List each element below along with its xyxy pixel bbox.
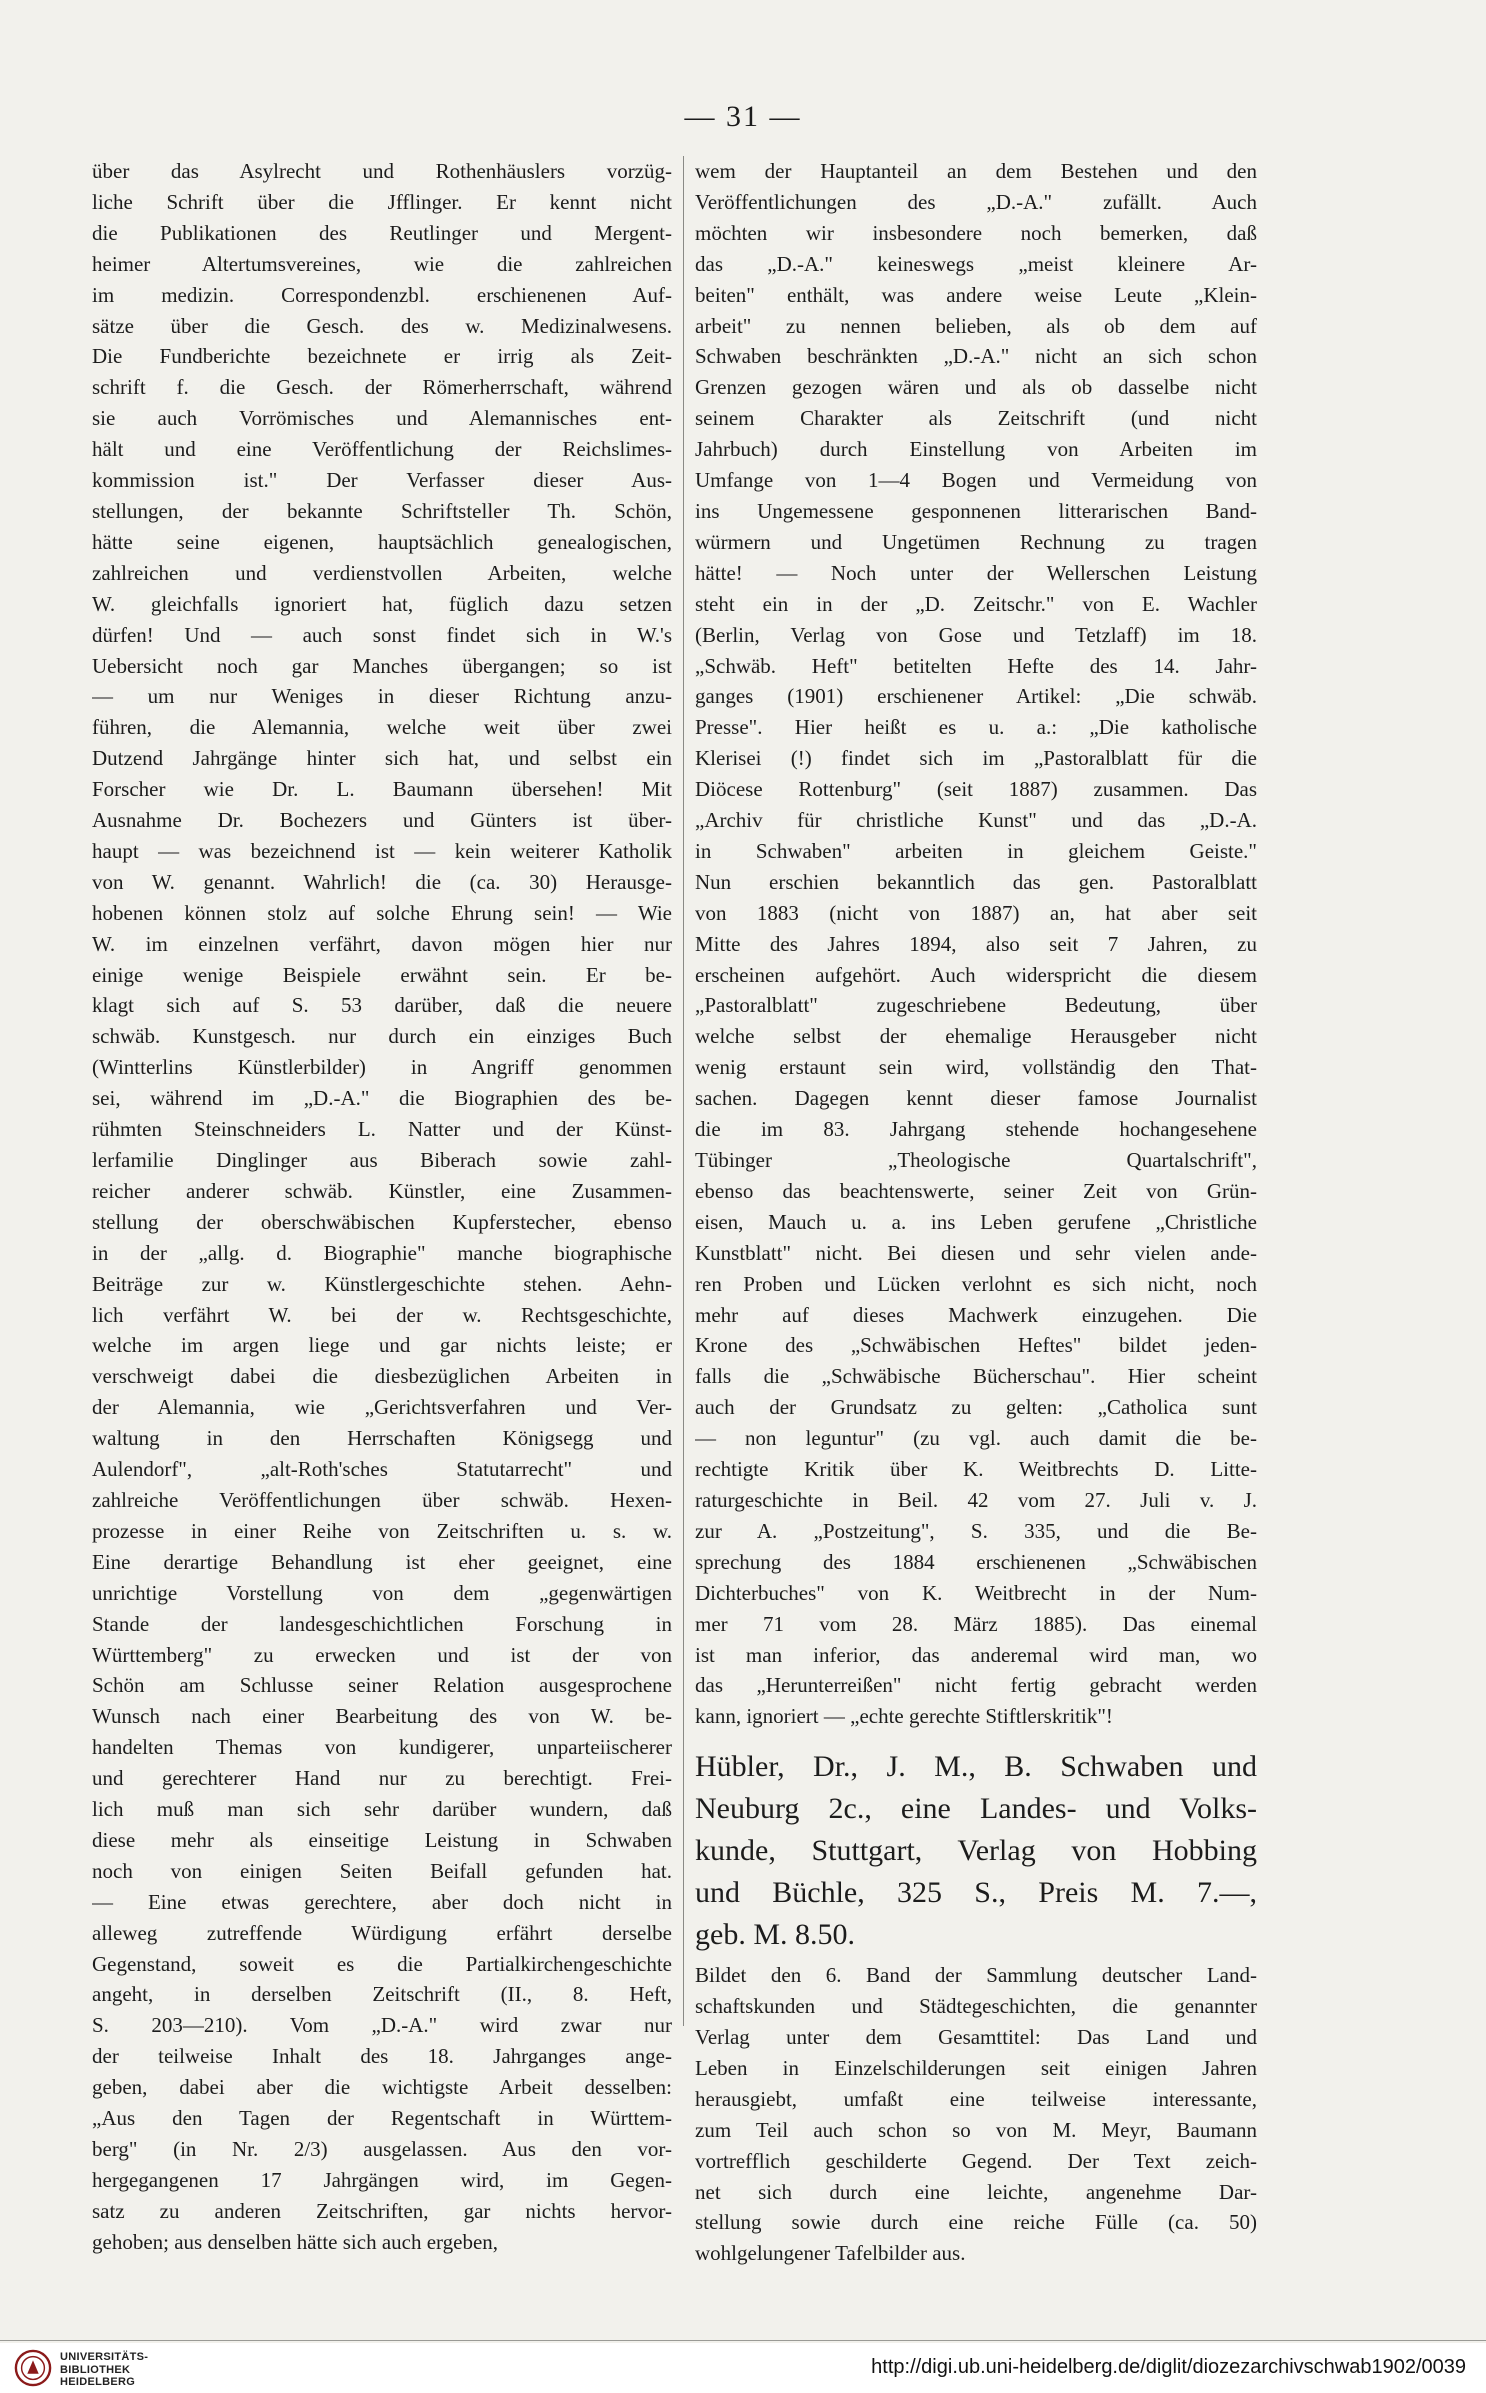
text-line: geben, dabei aber die wichtigste Arbeit desselben: [92, 2075, 672, 2100]
text-line: hobenen können stolz auf solche Ehrung sein! — Wie [92, 900, 672, 925]
text-line: schwäb. Kunstgesch. nur durch ein einziges Buch [92, 1024, 672, 1049]
text-line: Forscher wie Dr. L. Baumann übersehen! Mit [92, 777, 672, 802]
text-line: diese mehr als einseitige Leistung in Schwaben [92, 1827, 672, 1852]
library-name-line: HEIDELBERG [60, 2376, 136, 2388]
text-line: — um nur Weniges in dieser Richtung anzu- [92, 684, 672, 709]
text-line: in der „allg. d. Biographie" manche biographische [92, 1240, 672, 1265]
text-line: — Eine etwas gerechtere, aber doch nicht in [92, 1889, 672, 1914]
text-line: hätte! — Noch unter der Wellerschen Leistung [695, 560, 1257, 585]
text-line: zahlreiche Veröffentlichungen über schwäb. Hexen- [92, 1487, 672, 1512]
text-line: geb. M. 8.50. [695, 1918, 855, 1952]
text-line: net sich durch eine leichte, angenehme Dar- [695, 2179, 1257, 2204]
text-line: welche selbst der ehemalige Herausgeber nicht [695, 1024, 1257, 1049]
text-line: einige wenige Beispiele erwähnt sein. Er be- [92, 962, 672, 987]
text-line: „Pastoralblatt" zugeschriebene Bedeutung, über [695, 993, 1257, 1018]
digitization-footer [0, 2343, 1486, 2393]
text-line: klagt sich auf S. 53 darüber, daß die neuere [92, 993, 672, 1018]
text-line: heimer Altertumsvereines, wie die zahlreichen [92, 251, 672, 276]
text-line: wem der Hauptanteil an dem Bestehen und den [695, 159, 1257, 183]
text-line: gehoben; aus denselben hätte sich auch ergeben, [92, 2229, 499, 2254]
text-line: schrift f. die Gesch. der Römerherrschaft, während [92, 375, 672, 400]
text-line: Stande der landesgeschichtlichen Forschung in [92, 1611, 672, 1636]
text-line: kann, ignoriert — „echte gerechte Stiftlerskritik"! [695, 1704, 1113, 1729]
text-line: waltung in den Herrschaften Königsegg und [92, 1426, 672, 1451]
text-line: hätte seine eigenen, hauptsächlich genealogischen, [92, 529, 672, 554]
text-line: welche im argen liege und gar nichts leiste; er [92, 1333, 672, 1358]
text-line: ren Proben und Lücken verlohnt es sich nicht, noch [695, 1271, 1257, 1296]
text-line: Diöcese Rottenburg" (seit 1887) zusammen. Das [695, 777, 1257, 802]
text-line: verschweigt dabei die diesbezüglichen Arbeiten in [92, 1364, 672, 1389]
text-line: raturgeschichte in Beil. 42 vom 27. Juli v. J. [695, 1487, 1257, 1512]
permalink-url[interactable]: http://digi.ub.uni-heidelberg.de/diglit/diozezarchivschwab1902/0039 [871, 2356, 1466, 2378]
text-line: lich verfährt W. bei der w. Rechtsgeschichte, [92, 1302, 672, 1327]
text-line: angeht, in derselben Zeitschrift (II., 8. Heft, [92, 1982, 672, 2007]
text-line: Grenzen gezogen wären und als ob dasselbe nicht [695, 375, 1257, 400]
text-line: stellungen, der bekannte Schriftsteller Th. Schön, [92, 498, 672, 523]
text-line: möchten wir insbesondere noch bemerken, daß [695, 220, 1257, 245]
text-line: (Wintterlins Künstlerbilder) in Angriff genommen [92, 1055, 672, 1080]
text-line: Aulendorf", „alt-Roth'sches Statutarrecht" und [92, 1457, 672, 1482]
text-line: Schön am Schlusse seiner Relation ausgesprochene [92, 1673, 672, 1698]
text-line: Dichterbuches" von K. Weitbrecht in der Num- [695, 1580, 1257, 1605]
text-line: alleweg zutreffende Würdigung erfährt derselbe [92, 1920, 672, 1945]
text-line: würmern und Ungetümen Rechnung zu tragen [695, 529, 1257, 554]
text-line: Dutzend Jahrgänge hinter sich hat, und selbst ein [92, 746, 672, 771]
column-divider [683, 156, 684, 2026]
text-line: erscheinen aufgehört. Auch widerspricht die diesem [695, 962, 1257, 987]
text-line: sprechung des 1884 erschienenen „Schwäbischen [695, 1549, 1257, 1574]
page-number: — 31 — [684, 100, 802, 133]
text-line: ebenso das beachtenswerte, seiner Zeit von Grün- [695, 1178, 1257, 1203]
text-line: stellung der oberschwäbischen Kupferstecher, ebenso [92, 1209, 672, 1234]
text-line: Jahrbuch) durch Einstellung von Arbeiten im [695, 437, 1257, 462]
text-line: Veröffentlichungen des „D.-A." zufällt. Auch [695, 189, 1257, 214]
text-line: zahlreichen und verdienstvollen Arbeiten, welche [92, 560, 672, 585]
text-line: eisen, Mauch u. a. ins Leben gerufene „Christliche [695, 1209, 1257, 1234]
text-line: Klerisei (!) findet sich im „Pastoralblatt für die [695, 746, 1257, 771]
text-line: Uebersicht noch gar Manches übergangen; so ist [92, 653, 672, 678]
text-line: ist man inferior, das anderemal wird man, wo [695, 1642, 1257, 1667]
text-line: in Schwaben" arbeiten in gleichem Geiste." [695, 838, 1257, 863]
text-line: von W. genannt. Wahrlich! die (ca. 30) Herausge- [92, 869, 672, 894]
text-line: dürfen! Und — auch sonst findet sich in W.'s [92, 622, 672, 647]
text-line: — non leguntur" (zu vgl. auch damit die be- [695, 1426, 1257, 1451]
text-line: beiten" enthält, was andere weise Leute „Klein- [695, 282, 1257, 307]
text-line: das „Herunterreißen" nicht fertig gebracht werden [695, 1673, 1257, 1698]
text-line: seinem Charakter als Zeitschrift (und nicht [695, 406, 1257, 431]
text-line: zum Teil auch schon so von M. Meyr, Baumann [695, 2117, 1257, 2142]
text-line: die im 83. Jahrgang stehende hochangesehene [695, 1117, 1257, 1142]
text-line: reicher anderer schwäb. Künstler, eine Zusammen- [92, 1178, 672, 1203]
text-line: Hübler, Dr., J. M., B. Schwaben und [695, 1750, 1257, 1784]
text-line: Krone des „Schwäbischen Heftes" bildet jeden- [695, 1333, 1257, 1358]
text-line: vortrefflich geschilderte Gegend. Der Text zeich- [695, 2148, 1257, 2173]
text-line: Württemberg" zu erwecken und ist der von [92, 1642, 672, 1667]
library-name [60, 2351, 148, 2389]
text-line: arbeit" zu nennen belieben, als ob dem auf [695, 313, 1257, 338]
text-line: Bildet den 6. Band der Sammlung deutscher Land- [695, 1963, 1257, 1988]
book-review-heading [695, 1746, 1257, 1956]
text-line: Wunsch nach einer Bearbeitung des von W. be- [92, 1704, 672, 1729]
text-line: Ausnahme Dr. Bochezers und Günters ist über- [92, 808, 672, 833]
text-line: im medizin. Correspondenzbl. erschienenen Auf- [92, 282, 672, 307]
text-line: kommission ist." Der Verfasser dieser Aus- [92, 468, 672, 493]
text-line: über das Asylrecht und Rothenhäuslers vorzüg- [92, 159, 672, 183]
text-line: W. gleichfalls ignoriert hat, füglich dazu setzen [92, 591, 672, 616]
text-line: wenig erstaunt sein wird, vollständig den That- [695, 1055, 1257, 1080]
text-line: haupt — was bezeichnend ist — kein weiterer Katholik [92, 838, 672, 863]
text-line: hält und eine Veröffentlichung der Reichslimes- [92, 437, 672, 462]
text-line: falls die „Schwäbische Bücherschau". Hier scheint [695, 1364, 1257, 1389]
text-line: (Berlin, Verlag von Gose und Tetzlaff) im 18. [695, 622, 1257, 647]
text-line: Eine derartige Behandlung ist eher geeignet, eine [92, 1549, 672, 1574]
text-line: sätze über die Gesch. des w. Medizinalwesens. [92, 313, 672, 338]
text-line: ganges (1901) erschienener Artikel: „Die schwäb. [695, 684, 1257, 709]
text-line: berg" (in Nr. 2/3) ausgelassen. Aus den vor- [92, 2137, 672, 2161]
footer-divider [0, 2340, 1486, 2341]
text-line: herausgiebt, umfaßt eine teilweise interessante, [695, 2086, 1257, 2111]
text-line: Tübinger „Theologische Quartalschrift", [695, 1148, 1257, 1172]
text-line: handelten Themas von kundigerer, unparteiischerer [92, 1735, 672, 1760]
text-line: führen, die Alemannia, welche weit über zwei [92, 715, 672, 740]
text-line: Leben in Einzelschilderungen seit einigen Jahren [695, 2055, 1257, 2080]
text-line: sei, während im „D.-A." die Biographien des be- [92, 1086, 672, 1111]
text-line: ins Ungemessene gesponnenen litterarischen Band- [695, 498, 1257, 523]
text-line: unrichtige Vorstellung von dem „gegenwärtigen [92, 1580, 672, 1605]
text-line: prozesse in einer Reihe von Zeitschriften u. s. w. [92, 1518, 672, 1543]
text-line: rechtigte Kritik über K. Weitbrechts D. Litte- [695, 1457, 1257, 1482]
text-line: Schwaben beschränkten „D.-A." nicht an sich schon [695, 344, 1257, 369]
text-line: noch von einigen Seiten Beifall gefunden hat. [92, 1858, 672, 1883]
text-line: steht ein in der „D. Zeitschr." von E. Wachler [695, 591, 1257, 616]
text-line: mer 71 vom 28. März 1885). Das einemal [695, 1611, 1257, 1636]
text-line: von 1883 (nicht von 1887) an, hat aber seit [695, 900, 1257, 925]
text-line: schaftskunden und Städtegeschichten, die genannter [695, 1994, 1257, 2019]
text-line: W. im einzelnen verfährt, davon mögen hier nur [92, 931, 672, 956]
text-line: lich muß man sich sehr darüber wundern, daß [92, 1797, 672, 1822]
text-line: zur A. „Postzeitung", S. 335, und die Be- [695, 1518, 1257, 1543]
library-name-line: BIBLIOTHEK [60, 2363, 131, 2376]
text-line: und Büchle, 325 S., Preis M. 7.—, [695, 1876, 1257, 1910]
text-line: der teilweise Inhalt des 18. Jahrganges ange- [92, 2044, 672, 2069]
text-line: das „D.-A." keineswegs „meist kleinere Ar- [695, 251, 1257, 276]
right-column-text-bottom [695, 1960, 1257, 2269]
text-line: sachen. Dagegen kennt dieser famose Journalist [695, 1086, 1257, 1111]
text-line: mehr auf dieses Machwerk einzugehen. Die [695, 1302, 1257, 1327]
text-line: kunde, Stuttgart, Verlag von Hobbing [695, 1834, 1257, 1868]
text-line: Kunstblatt" nicht. Bei diesen und sehr vielen ande- [695, 1240, 1257, 1265]
text-line: S. 203—210). Vom „D.-A." wird zwar nur [92, 2013, 672, 2038]
text-line: Die Fundberichte bezeichnete er irrig als Zeit- [92, 344, 672, 369]
text-line: und gerechterer Hand nur zu berechtigt. Frei- [92, 1766, 672, 1791]
right-column-text-top [695, 156, 1257, 1732]
text-line: „Archiv für christliche Kunst" und das „D.-A. [695, 808, 1257, 833]
text-line: der Alemannia, wie „Gerichtsverfahren und Ver- [92, 1395, 672, 1420]
text-line: die Publikationen des Reutlinger und Mergent- [92, 220, 672, 245]
library-name-line: UNIVERSITÄTS- [60, 2351, 149, 2363]
text-line: stellung sowie durch eine reiche Fülle (ca. 50) [695, 2210, 1257, 2235]
text-line: Presse". Hier heißt es u. a.: „Die katholische [695, 715, 1257, 740]
text-line: „Schwäb. Heft" betitelten Hefte des 14. Jahr- [695, 653, 1257, 678]
text-line: liche Schrift über die Jfflinger. Er kennt nicht [92, 189, 672, 214]
right-column [695, 156, 1257, 2269]
text-line: satz zu anderen Zeitschriften, gar nichts hervor- [92, 2198, 672, 2223]
text-line: hergegangenen 17 Jahrgängen wird, im Gegen- [92, 2167, 672, 2192]
text-line: rühmten Steinschneiders L. Natter und der Künst- [92, 1117, 672, 1142]
text-line: Verlag unter dem Gesamttitel: Das Land und [695, 2025, 1257, 2050]
text-line: Beiträge zur w. Künstlergeschichte stehen. Aehn- [92, 1271, 672, 1296]
heidelberg-university-seal-icon [14, 2349, 52, 2387]
text-line: sie auch Vorrömisches und Alemannisches ent- [92, 406, 672, 431]
left-column [92, 156, 672, 2258]
text-line: Mitte des Jahres 1894, also seit 7 Jahren, zu [695, 931, 1257, 956]
text-line: Nun erschien bekanntlich das gen. Pastoralblatt [695, 869, 1257, 894]
text-line: auch der Grundsatz zu gelten: „Catholica sunt [695, 1395, 1257, 1420]
text-line: Neuburg 2c., eine Landes- und Volks- [695, 1792, 1257, 1826]
text-line: „Aus den Tagen der Regentschaft in Württem- [92, 2106, 672, 2131]
text-line: Umfange von 1—4 Bogen und Vermeidung von [695, 468, 1257, 493]
text-line: Gegenstand, soweit es die Partialkirchengeschichte [92, 1951, 672, 1976]
text-line: wohlgelungener Tafelbilder aus. [695, 2241, 966, 2266]
text-line: lerfamilie Dinglinger aus Biberach sowie zahl- [92, 1148, 672, 1172]
